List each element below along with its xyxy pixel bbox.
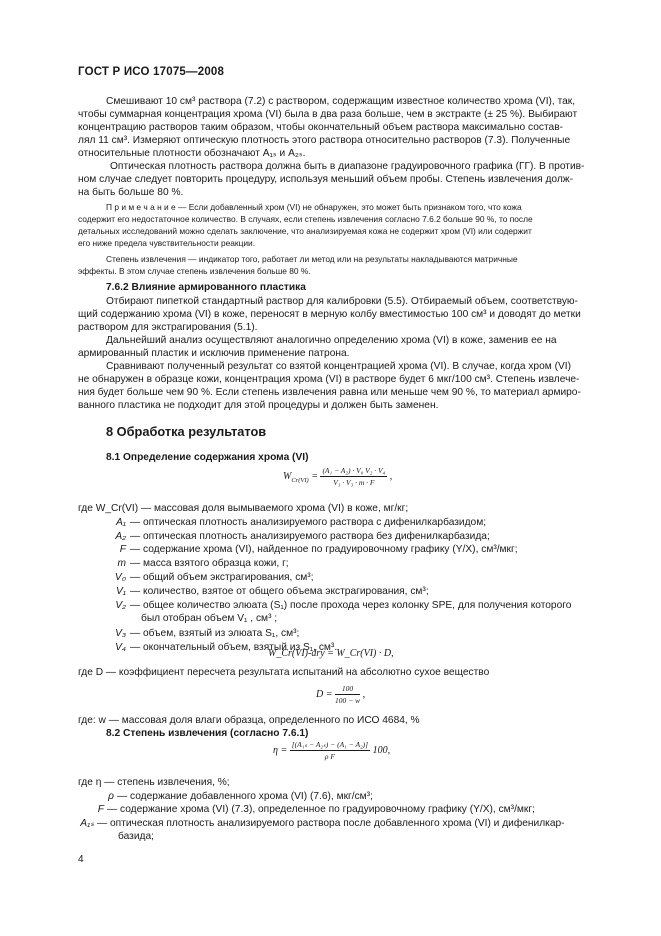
formula-dry: W_Cr(VI)-dry = W_Cr(VI) · D, xyxy=(268,648,394,659)
para1-line3: концентрацию растворов таким образом, чтобы окончательный объем раствора максимально состав- xyxy=(78,122,563,133)
note-line3: детальных исследований можно сделать заключение, что анализируемая кожа не содержит хром (VI) или содержит xyxy=(78,226,532,236)
def-sym-m: m xyxy=(117,558,126,569)
def-v3: — объем, взятый из элюата S₁, см³; xyxy=(130,628,300,639)
def-rho: — содержание добавленного хрома (VI) (7.6), мкг/см³; xyxy=(117,791,373,802)
formula-wcr: $W_{Cr(VI)}$ = $\frac{\text{(A₁ − A₂) · V₀ V₂ · V₄}}{\text{V₁ · V₃ · m · F}}$ , xyxy=(283,466,393,487)
def-sym-v3: V₃ xyxy=(115,628,126,639)
def-v2-cont: был отобран объем V₁ , см³ ; xyxy=(141,613,278,624)
def-v4: — окончательный объем, взятый из S₁, см³. xyxy=(130,642,338,653)
para5-line1: Сравнивают полученный результат со взятой концентрацией хрома (VI). В случае, когда хром (VI) xyxy=(106,361,572,372)
formula-wcr-numerator: (A₁ − A₂) · V₀ V₂ · V₄ xyxy=(322,466,386,475)
formula-wcr-fraction xyxy=(320,466,387,487)
def-sym-rho: ρ xyxy=(108,791,114,802)
formula-d-tail: , xyxy=(362,688,366,700)
def-sym-v2: V₂ xyxy=(115,600,126,611)
note2-line2: эффекты. В этом случае степень извлечения больше 80 %. xyxy=(78,266,311,276)
para3-line2: щий содержанию хрома (VI) в коже, переносят в мерную колбу вместимостью 100 см³ и доводят до метки xyxy=(78,309,581,320)
para5-line2: не обнаружен в образце кожи, концентрация хрома (VI) в растворе будет 6 мкг/100 см³. Степень извлече- xyxy=(78,374,580,385)
para3-line3: раствором для экстрагирования (5.1). xyxy=(78,322,258,333)
para2-line3: на быть больше 80 %. xyxy=(78,187,184,198)
formula-eta-denominator: ρ F xyxy=(324,752,335,761)
formula-eta-lhs: η = xyxy=(273,744,288,756)
para2-line1: Оптическая плотность раствора должна быть в диапазоне градуировочного графика (ГГ). В против- xyxy=(110,161,585,172)
formula-wcr-lhs-sub: Cr(VI) xyxy=(291,476,309,484)
formula-eta xyxy=(273,740,390,761)
def-d: где D — коэффициент пересчета результата испытаний на абсолютно сухое вещество xyxy=(78,667,490,678)
para5-line4: ванного пластика не подходит для этой процедуры и должен быть заменен. xyxy=(78,400,439,411)
formula-eta-numerator: [(A₁ₛ − A₂ₛ) − (A₁ − A₂)] xyxy=(291,740,369,749)
def-sym-a1s: A₁ₛ xyxy=(80,818,94,829)
para4-line1: Дальнейший анализ осуществляют аналогично определению хрома (VI) в коже, заменив ее на xyxy=(106,335,557,346)
def-v2: — общее количество элюата (S₁) после прохода через колонку SPE, для получения которого xyxy=(130,600,572,611)
page-number: 4 xyxy=(78,854,84,865)
formula-d-numerator: 100 xyxy=(335,684,360,695)
section-7-6-2-title: 7.6.2 Влияние армированного пластика xyxy=(106,282,306,293)
para1-line2: чтобы суммарная концентрация хрома (VI) была в два раза больше, чем в экстракте (± 25 %). Выбирают xyxy=(78,109,578,120)
def-f: — содержание хрома (VI), найденное по градуировочному графику (Y/X), см³/мкг; xyxy=(130,544,518,555)
def-m: — масса взятого образца кожи, г; xyxy=(130,558,289,569)
document-header: ГОСТ Р ИСО 17075—2008 xyxy=(78,66,225,78)
def-a1s-cont: базида; xyxy=(118,831,154,842)
note2-line1: Степень извлечения — индикатор того, работает ли метод или на результаты накладываются матричные xyxy=(106,254,518,264)
def-sym-a1: A₁ xyxy=(115,517,126,528)
formula-d-denominator: 100 − w xyxy=(334,696,361,705)
def-v1: — количество, взятое от общего объема экстрагирования, см³; xyxy=(130,586,429,597)
formula-eta-fraction xyxy=(290,740,370,761)
para1-line1: Смешивают 10 см³ раствора (7.2) с раствором, содержащим известное количество хрома (VI), так, xyxy=(106,96,576,107)
para2-line2: ном случае следует повторить процедуру, используя меньший объем пробы. Степень извлечения долж- xyxy=(78,174,573,185)
formula-wcr-denominator: V₁ · V₃ · m · F xyxy=(333,478,375,487)
note-line4: его ниже предела чувствительности реакции. xyxy=(78,238,256,248)
def-sym-v1: V₁ xyxy=(115,586,126,597)
def-a1s: — оптическая плотность анализируемого раствора после добавленного хрома (VI) и дифенилкар- xyxy=(97,818,565,829)
formula-wcr-tail: , xyxy=(389,470,393,482)
para1-line5: относительные плотности обозначают A₁ₛ и A₂ₛ. xyxy=(78,148,306,159)
def-sym-v0: V₀ xyxy=(114,572,126,583)
para1-line4: лял 11 см³. Измеряют оптическую плотность этого раствора относительно растворов (7.3). Полученные xyxy=(78,135,571,146)
def-sym-f2: F xyxy=(97,804,104,815)
formula-d xyxy=(316,684,365,705)
def-a1: — оптическая плотность анализируемого раствора с дифенилкарбазидом; xyxy=(130,517,487,528)
def-w: где: w — массовая доля влаги образца, определенного по ИСО 4684, % xyxy=(78,715,420,726)
def-wcr: где W_Cr(VI) — массовая доля вымываемого хрома (VI) в коже, мг/кг; xyxy=(78,503,409,514)
para5-line3: ния будет больше чем 90 %. Если степень извлечения равна или меньше чем 90 %, то материал армиро- xyxy=(78,387,581,398)
section-8-title: 8 Обработка результатов xyxy=(106,424,267,439)
note-line2: содержит его недостаточное количество. В случаях, если степень извлечения согласно 7.6.2 больше 90 %, то после xyxy=(78,214,533,224)
section-8-2-title: 8.2 Степень извлечения (согласно 7.6.1) xyxy=(106,728,309,739)
para3-line1: Отбирают пипеткой стандартный раствор для калибровки (5.5). Отбираемый объем, соответствую- xyxy=(106,296,578,307)
note-line1: П р и м е ч а н и е — Если добавленный хром (VI) не обнаружен, это может быть признаком того, что кожа xyxy=(106,202,522,212)
formula-d-lhs: D = xyxy=(316,688,333,700)
def-f2: — содержание хрома (VI) (7.3), определенное по градуировочному графику (Y/X), см³/мкг; xyxy=(107,804,535,815)
def-a2: — оптическая плотность анализируемого раствора без дифенилкарбазида; xyxy=(130,531,490,542)
def-sym-f: F xyxy=(119,544,126,555)
formula-eta-tail: 100, xyxy=(372,744,391,756)
formula-d-fraction xyxy=(335,684,360,705)
def-eta: где η — степень извлечения, %; xyxy=(78,777,230,788)
section-8-1-title: 8.1 Определение содержания хрома (VI) xyxy=(106,452,309,463)
def-v0: — общий объем экстрагирования, см³; xyxy=(130,572,314,583)
para4-line2: армированный пластик и исключив применение патрона. xyxy=(78,348,350,359)
def-sym-v4: V₄ xyxy=(115,642,126,653)
formula-wcr-lhs: W xyxy=(283,470,292,482)
def-sym-a2: A₂ xyxy=(115,531,126,542)
